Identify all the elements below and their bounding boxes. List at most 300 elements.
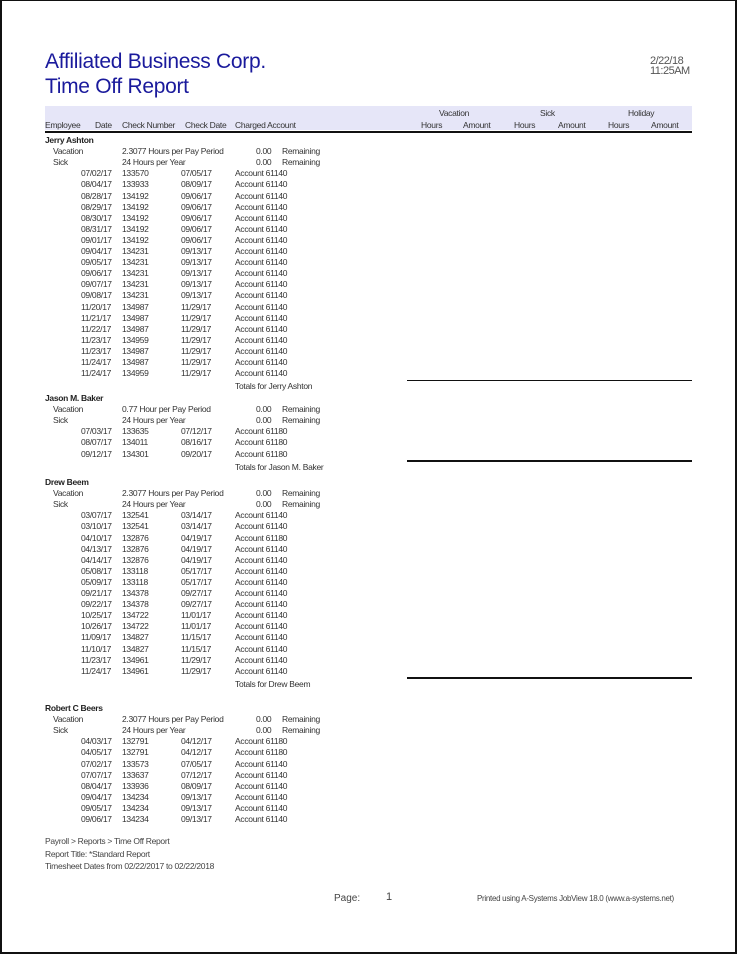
row-check-date: 11/29/17 <box>181 345 212 356</box>
employee-name: Jerry Ashton <box>45 135 94 145</box>
row-account: Account 61140 <box>235 268 288 279</box>
row-check-date: 05/17/17 <box>181 576 212 587</box>
row-account: Account 61140 <box>235 814 288 824</box>
row-account: Account 61140 <box>235 179 288 190</box>
row-check-number: 132541 <box>122 521 149 532</box>
table-row <box>0 599 737 610</box>
row-check-date: 11/01/17 <box>181 610 212 621</box>
row-check-date: 04/19/17 <box>181 543 212 554</box>
row-check-date: 07/05/17 <box>181 758 212 769</box>
table-row <box>0 566 737 577</box>
col-group-vacation: Vacation <box>439 108 470 118</box>
row-check-date: 11/29/17 <box>181 357 212 367</box>
sick-rate: 24 Hours per Year <box>122 157 186 168</box>
row-date: 09/05/17 <box>81 802 112 813</box>
row-date: 08/29/17 <box>81 201 112 212</box>
row-check-number: 133118 <box>122 565 148 576</box>
table-row <box>0 747 737 758</box>
row-account: Account 61140 <box>235 543 288 554</box>
row-check-number: 132791 <box>122 736 149 747</box>
remaining-label: Remaining <box>282 146 320 157</box>
row-account: Account 61140 <box>235 345 288 356</box>
table-row <box>0 610 737 621</box>
row-account: Account 61140 <box>235 769 288 780</box>
row-check-number: 134722 <box>122 621 149 632</box>
totals-row <box>0 462 737 473</box>
row-date: 09/08/17 <box>81 290 112 301</box>
table-row <box>0 346 737 357</box>
row-account: Account 61180 <box>235 426 288 437</box>
vacation-remaining-value: 0.00 <box>256 146 272 157</box>
row-date: 08/28/17 <box>81 190 112 201</box>
row-account: Account 61140 <box>235 312 288 323</box>
table-row <box>0 257 737 268</box>
col-charged-account: Charged Account <box>235 120 296 130</box>
row-account: Account 61140 <box>235 323 288 334</box>
vacation-rate: 0.77 Hour per Pay Period <box>122 404 211 415</box>
row-check-date: 04/12/17 <box>181 747 212 758</box>
row-check-date: 04/12/17 <box>181 736 212 747</box>
row-date: 09/21/17 <box>81 588 112 598</box>
row-account: Account 61140 <box>235 223 288 234</box>
totals-label: Totals for Jerry Ashton <box>235 381 313 392</box>
row-date: 05/08/17 <box>81 565 112 576</box>
row-account: Account 61140 <box>235 334 288 345</box>
table-row <box>0 426 737 437</box>
row-check-number: 132876 <box>122 554 149 565</box>
row-check-number: 134231 <box>122 279 149 290</box>
table-row <box>0 655 737 666</box>
vacation-remaining-value: 0.00 <box>256 404 272 415</box>
row-date: 04/05/17 <box>81 747 112 758</box>
row-check-date: 07/05/17 <box>181 168 212 179</box>
row-account: Account 61140 <box>235 780 288 791</box>
row-check-number: 134192 <box>122 201 149 212</box>
row-date: 08/04/17 <box>81 179 112 190</box>
row-date: 07/07/17 <box>81 769 112 780</box>
row-account: Account 61140 <box>235 576 288 587</box>
table-row <box>0 179 737 190</box>
row-check-date: 09/13/17 <box>181 802 212 813</box>
row-account: Account 61140 <box>235 565 288 576</box>
remaining-label: Remaining <box>282 157 320 168</box>
employee-name-row <box>0 703 737 714</box>
row-date: 07/02/17 <box>81 168 112 179</box>
row-account: Account 61180 <box>235 437 288 448</box>
row-check-number: 134234 <box>122 814 149 824</box>
row-account: Account 61140 <box>235 357 288 367</box>
remaining-label: Remaining <box>282 415 320 426</box>
row-check-number: 134959 <box>122 368 149 379</box>
table-row <box>0 814 737 825</box>
row-date: 10/25/17 <box>81 610 112 621</box>
row-check-date: 11/29/17 <box>181 665 212 676</box>
row-date: 11/23/17 <box>81 345 112 356</box>
row-date: 11/20/17 <box>81 301 112 312</box>
row-check-number: 132541 <box>122 510 149 521</box>
table-row <box>0 644 737 655</box>
vacation-accrual-row <box>0 488 737 499</box>
col-holiday-hours: Hours <box>608 120 630 130</box>
row-date: 09/04/17 <box>81 791 112 802</box>
row-account: Account 61180 <box>235 532 288 543</box>
col-vacation-hours: Hours <box>421 120 443 130</box>
row-check-number: 134987 <box>122 301 149 312</box>
row-check-date: 09/20/17 <box>181 448 212 459</box>
row-account: Account 61140 <box>235 301 288 312</box>
page-label: Page: <box>334 893 361 904</box>
printed-by: Printed using A-Systems JobView 18.0 (www.a-systems.net) <box>477 894 674 903</box>
remaining-label: Remaining <box>282 404 320 415</box>
row-check-number: 133570 <box>122 168 149 179</box>
table-row <box>0 368 737 379</box>
table-row <box>0 290 737 301</box>
row-account: Account 61140 <box>235 758 288 769</box>
col-holiday-amount: Amount <box>651 120 679 130</box>
table-row <box>0 168 737 179</box>
totals-row <box>0 679 737 690</box>
row-account: Account 61140 <box>235 279 288 290</box>
row-date: 03/10/17 <box>81 521 112 532</box>
row-check-number: 134231 <box>122 290 149 301</box>
row-account: Account 61140 <box>235 621 288 632</box>
col-group-sick: Sick <box>540 108 555 118</box>
row-date: 09/04/17 <box>81 246 112 256</box>
table-row <box>0 521 737 532</box>
row-check-number: 134301 <box>122 448 149 459</box>
row-account: Account 61140 <box>235 632 288 643</box>
remaining-label: Remaining <box>282 488 320 499</box>
row-check-date: 09/06/17 <box>181 190 212 201</box>
row-check-date: 07/12/17 <box>181 426 212 437</box>
row-check-number: 134987 <box>122 357 149 367</box>
table-row <box>0 279 737 290</box>
row-account: Account 61140 <box>235 257 288 268</box>
row-check-number: 134959 <box>122 334 149 345</box>
employee-name-row <box>0 393 737 404</box>
sick-label: Sick <box>53 725 68 736</box>
row-check-number: 133573 <box>122 758 149 769</box>
table-row <box>0 357 737 368</box>
row-check-date: 11/29/17 <box>181 334 212 345</box>
row-account: Account 61140 <box>235 588 288 598</box>
row-check-date: 08/09/17 <box>181 780 212 791</box>
table-row <box>0 759 737 770</box>
row-check-number: 134827 <box>122 643 149 654</box>
row-date: 07/03/17 <box>81 426 112 437</box>
row-check-date: 04/19/17 <box>181 554 212 565</box>
row-check-number: 133936 <box>122 780 149 791</box>
vacation-rate: 2.3077 Hours per Pay Period <box>122 714 224 725</box>
row-check-date: 04/19/17 <box>181 532 212 543</box>
col-sick-hours: Hours <box>514 120 536 130</box>
row-check-date: 09/13/17 <box>181 268 212 279</box>
row-date: 08/04/17 <box>81 780 112 791</box>
table-row <box>0 770 737 781</box>
table-row <box>0 235 737 246</box>
vacation-label: Vacation <box>53 146 84 157</box>
row-date: 09/05/17 <box>81 257 112 268</box>
vacation-accrual-row <box>0 404 737 415</box>
row-date: 08/31/17 <box>81 223 112 234</box>
row-check-date: 09/13/17 <box>181 290 212 301</box>
row-date: 09/06/17 <box>81 268 112 279</box>
row-check-number: 134231 <box>122 257 149 268</box>
row-check-date: 09/13/17 <box>181 814 212 824</box>
table-row <box>0 736 737 747</box>
table-row <box>0 246 737 257</box>
footer-report-title: Report Title: *Standard Report <box>45 849 150 859</box>
row-check-number: 133118 <box>122 576 148 587</box>
row-check-date: 07/12/17 <box>181 769 212 780</box>
row-date: 11/21/17 <box>81 312 112 323</box>
row-date: 09/06/17 <box>81 814 112 824</box>
employee-name-row <box>0 477 737 488</box>
row-account: Account 61140 <box>235 610 288 621</box>
vacation-label: Vacation <box>53 488 84 499</box>
row-account: Account 61140 <box>235 599 288 610</box>
header-rule <box>45 131 692 133</box>
employee-name: Robert C Beers <box>45 703 103 713</box>
row-check-number: 134378 <box>122 599 149 610</box>
row-check-number: 134192 <box>122 190 149 201</box>
row-account: Account 61140 <box>235 521 288 532</box>
row-check-number: 134987 <box>122 345 149 356</box>
table-row <box>0 803 737 814</box>
sick-remaining-value: 0.00 <box>256 157 272 168</box>
table-row <box>0 510 737 521</box>
table-row <box>0 533 737 544</box>
row-date: 09/01/17 <box>81 234 112 245</box>
vacation-label: Vacation <box>53 714 84 725</box>
table-row <box>0 268 737 279</box>
row-account: Account 61140 <box>235 643 288 654</box>
row-check-date: 09/06/17 <box>181 234 212 245</box>
col-check-date: Check Date <box>185 120 227 130</box>
row-check-date: 11/15/17 <box>181 632 212 643</box>
totals-label: Totals for Drew Beem <box>235 678 311 689</box>
row-account: Account 61140 <box>235 802 288 813</box>
row-check-date: 08/09/17 <box>181 179 212 190</box>
row-date: 11/23/17 <box>81 334 112 345</box>
sick-rate: 24 Hours per Year <box>122 415 186 426</box>
sick-label: Sick <box>53 499 68 510</box>
sick-remaining-value: 0.00 <box>256 499 272 510</box>
totals-label: Totals for Jason M. Baker <box>235 461 324 472</box>
row-check-date: 09/06/17 <box>181 212 212 223</box>
company-name: Affiliated Business Corp. <box>45 50 266 73</box>
row-check-number: 134192 <box>122 223 149 234</box>
employee-name: Jason M. Baker <box>45 393 104 403</box>
row-check-number: 134192 <box>122 212 149 223</box>
page-number: 1 <box>386 891 393 903</box>
row-check-date: 03/14/17 <box>181 521 212 532</box>
table-row <box>0 437 737 448</box>
row-date: 09/12/17 <box>81 448 112 459</box>
row-check-date: 11/29/17 <box>181 654 212 665</box>
row-date: 05/09/17 <box>81 576 112 587</box>
row-date: 09/22/17 <box>81 599 112 610</box>
table-row <box>0 544 737 555</box>
row-check-number: 134192 <box>122 234 149 245</box>
table-row <box>0 202 737 213</box>
report-title: Time Off Report <box>45 75 189 98</box>
row-account: Account 61140 <box>235 234 288 245</box>
row-check-number: 134231 <box>122 246 149 256</box>
table-row <box>0 588 737 599</box>
row-date: 11/23/17 <box>81 654 112 665</box>
row-account: Account 61140 <box>235 791 288 802</box>
row-check-date: 09/13/17 <box>181 246 212 256</box>
row-date: 07/02/17 <box>81 758 112 769</box>
row-date: 03/07/17 <box>81 510 112 521</box>
row-date: 08/30/17 <box>81 212 112 223</box>
row-check-number: 134961 <box>122 665 149 676</box>
row-date: 11/22/17 <box>81 323 112 334</box>
col-check-number: Check Number <box>122 120 176 130</box>
row-check-number: 132876 <box>122 543 149 554</box>
col-group-holiday: Holiday <box>628 108 655 118</box>
row-date: 09/07/17 <box>81 279 112 290</box>
sick-label: Sick <box>53 415 68 426</box>
row-check-number: 132876 <box>122 532 149 543</box>
table-row <box>0 313 737 324</box>
row-check-date: 09/13/17 <box>181 279 212 290</box>
row-account: Account 61180 <box>235 736 288 747</box>
row-check-date: 09/27/17 <box>181 599 212 610</box>
sick-accrual-row <box>0 157 737 168</box>
vacation-rate: 2.3077 Hours per Pay Period <box>122 488 224 499</box>
row-check-number: 134987 <box>122 323 149 334</box>
vacation-rate: 2.3077 Hours per Pay Period <box>122 146 224 157</box>
row-check-date: 09/13/17 <box>181 791 212 802</box>
row-check-number: 134011 <box>122 437 148 448</box>
remaining-label: Remaining <box>282 499 320 510</box>
row-check-date: 03/14/17 <box>181 510 212 521</box>
table-row <box>0 666 737 677</box>
row-check-number: 134827 <box>122 632 149 643</box>
row-check-date: 09/06/17 <box>181 201 212 212</box>
row-account: Account 61140 <box>235 665 288 676</box>
col-employee: Employee <box>45 120 81 130</box>
remaining-label: Remaining <box>282 714 320 725</box>
row-check-date: 11/29/17 <box>181 301 212 312</box>
row-account: Account 61140 <box>235 654 288 665</box>
row-date: 04/13/17 <box>81 543 112 554</box>
row-check-date: 11/15/17 <box>181 643 212 654</box>
employee-name-row <box>0 135 737 146</box>
row-account: Account 61140 <box>235 212 288 223</box>
employee-name: Drew Beem <box>45 477 89 487</box>
vacation-label: Vacation <box>53 404 84 415</box>
row-account: Account 61180 <box>235 747 288 758</box>
row-check-date: 11/01/17 <box>181 621 212 632</box>
row-date: 04/03/17 <box>81 736 112 747</box>
sick-remaining-value: 0.00 <box>256 415 272 426</box>
table-row <box>0 781 737 792</box>
row-date: 04/10/17 <box>81 532 112 543</box>
row-check-date: 09/27/17 <box>181 588 212 598</box>
row-date: 11/09/17 <box>81 632 112 643</box>
row-account: Account 61140 <box>235 510 288 521</box>
table-row <box>0 324 737 335</box>
row-account: Account 61140 <box>235 246 288 256</box>
row-account: Account 61140 <box>235 554 288 565</box>
row-check-number: 132791 <box>122 747 149 758</box>
row-check-number: 134234 <box>122 802 149 813</box>
row-check-number: 134987 <box>122 312 149 323</box>
col-date: Date <box>95 120 112 130</box>
vacation-accrual-row <box>0 714 737 725</box>
table-row <box>0 577 737 588</box>
row-date: 11/24/17 <box>81 357 112 367</box>
row-date: 11/10/17 <box>81 643 112 654</box>
vacation-remaining-value: 0.00 <box>256 714 272 725</box>
vacation-remaining-value: 0.00 <box>256 488 272 499</box>
row-check-date: 05/17/17 <box>181 565 212 576</box>
sick-accrual-row <box>0 415 737 426</box>
sick-accrual-row <box>0 499 737 510</box>
table-row <box>0 191 737 202</box>
report-time: 11:25AM <box>650 65 690 77</box>
row-date: 11/24/17 <box>81 665 112 676</box>
table-row <box>0 302 737 313</box>
row-account: Account 61140 <box>235 201 288 212</box>
sick-label: Sick <box>53 157 68 168</box>
table-row <box>0 792 737 803</box>
row-check-number: 134961 <box>122 654 149 665</box>
row-check-date: 11/29/17 <box>181 323 212 334</box>
table-row <box>0 224 737 235</box>
row-check-number: 134231 <box>122 268 149 279</box>
row-check-number: 134378 <box>122 588 149 598</box>
row-check-date: 09/13/17 <box>181 257 212 268</box>
sick-rate: 24 Hours per Year <box>122 499 186 510</box>
col-vacation-amount: Amount <box>463 120 491 130</box>
remaining-label: Remaining <box>282 725 320 736</box>
sick-rate: 24 Hours per Year <box>122 725 186 736</box>
table-row <box>0 555 737 566</box>
totals-row <box>0 381 737 392</box>
row-date: 10/26/17 <box>81 621 112 632</box>
row-date: 04/14/17 <box>81 554 112 565</box>
row-check-date: 08/16/17 <box>181 437 212 448</box>
table-row <box>0 449 737 460</box>
row-check-number: 134722 <box>122 610 149 621</box>
row-date: 08/07/17 <box>81 437 112 448</box>
table-row <box>0 632 737 643</box>
table-row <box>0 335 737 346</box>
sick-accrual-row <box>0 725 737 736</box>
row-account: Account 61180 <box>235 448 288 459</box>
table-row <box>0 621 737 632</box>
row-check-number: 133933 <box>122 179 149 190</box>
col-sick-amount: Amount <box>558 120 586 130</box>
row-check-date: 11/29/17 <box>181 312 212 323</box>
row-check-number: 133637 <box>122 769 149 780</box>
row-check-number: 133635 <box>122 426 149 437</box>
row-check-number: 134234 <box>122 791 149 802</box>
row-account: Account 61140 <box>235 368 288 379</box>
row-account: Account 61140 <box>235 168 288 179</box>
row-check-date: 11/29/17 <box>181 368 212 379</box>
report-date: 2/22/18 <box>650 55 684 67</box>
footer-breadcrumb: Payroll > Reports > Time Off Report <box>45 836 170 846</box>
footer-date-range: Timesheet Dates from 02/22/2017 to 02/22/2018 <box>45 861 215 871</box>
sick-remaining-value: 0.00 <box>256 725 272 736</box>
vacation-accrual-row <box>0 146 737 157</box>
row-account: Account 61140 <box>235 290 288 301</box>
